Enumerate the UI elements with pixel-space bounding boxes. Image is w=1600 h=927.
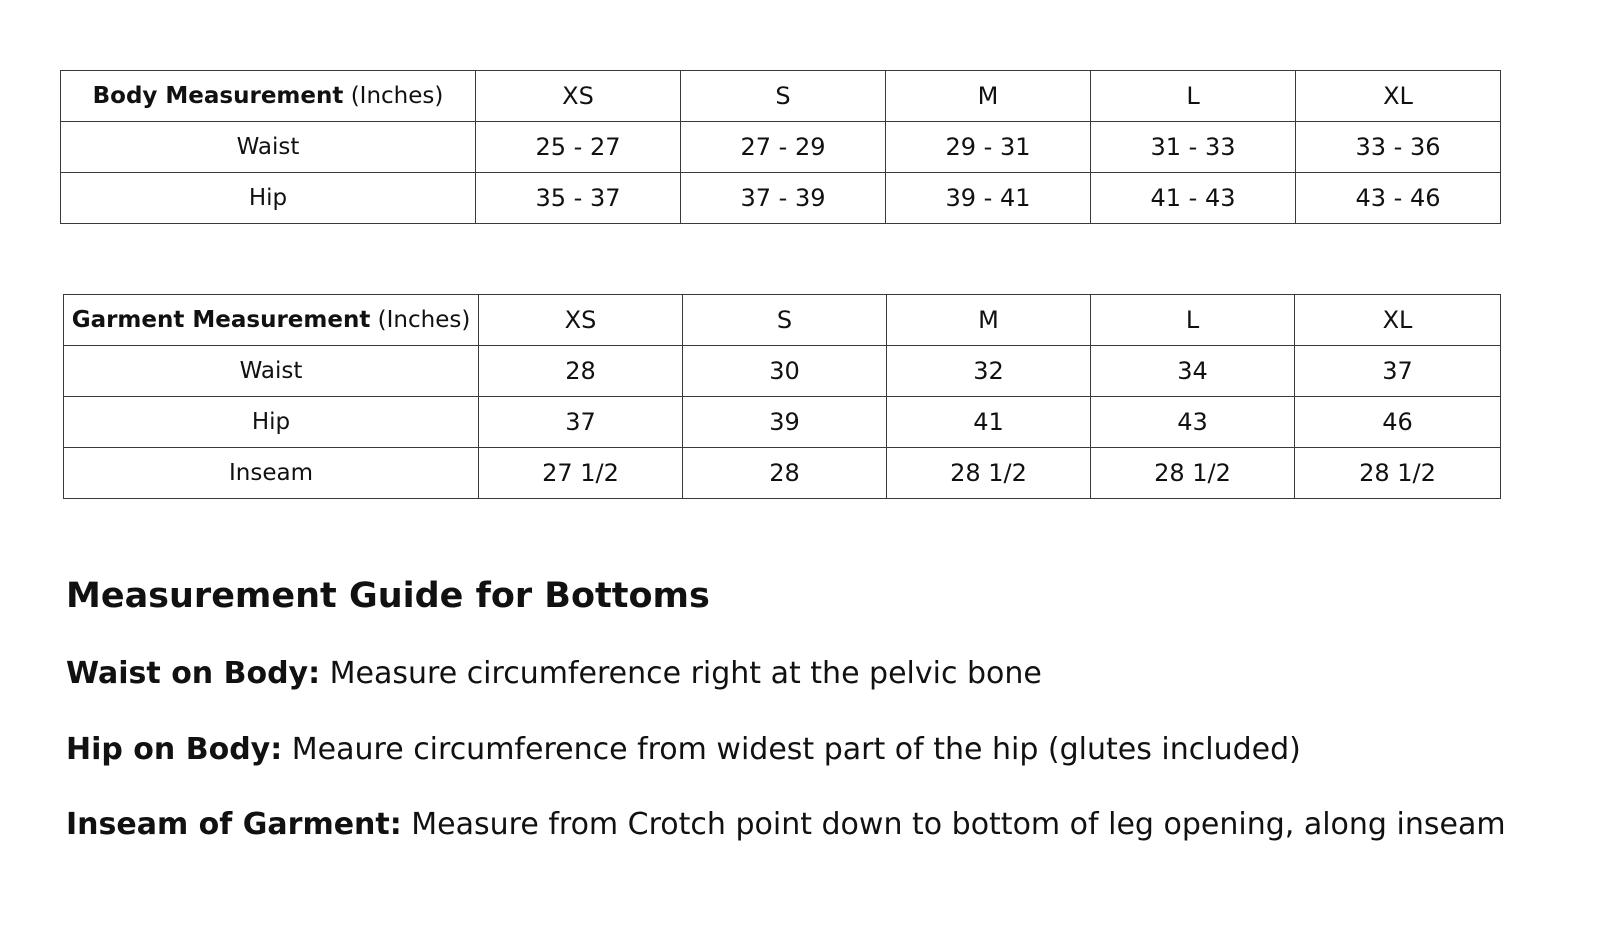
table-cell: 43 — [1091, 397, 1295, 448]
table-cell: 28 — [683, 448, 887, 499]
table-cell: 28 1/2 — [1091, 448, 1295, 499]
table-title-cell — [64, 295, 479, 346]
table-row-waist — [61, 122, 1501, 173]
guide-item-waist — [66, 656, 1042, 691]
size-header-xl: XL — [1295, 295, 1501, 346]
table-cell: 28 1/2 — [887, 448, 1091, 499]
size-header-l: L — [1091, 295, 1295, 346]
size-header-xl: XL — [1296, 71, 1501, 122]
table-cell: 43 - 46 — [1296, 173, 1501, 224]
row-label: Hip — [61, 173, 476, 224]
garment-measurement-table — [63, 294, 1501, 499]
size-header-s: S — [681, 71, 886, 122]
table-cell: 37 — [1295, 346, 1501, 397]
size-header-xs: XS — [479, 295, 683, 346]
guide-description: Measure from Crotch point down to bottom of leg opening, along inseam — [411, 807, 1506, 842]
table-row-hip — [64, 397, 1501, 448]
table-cell: 25 - 27 — [476, 122, 681, 173]
table-cell: 34 — [1091, 346, 1295, 397]
table-cell: 30 — [683, 346, 887, 397]
table-unit: (Inches) — [377, 307, 471, 333]
table-row-hip — [61, 173, 1501, 224]
table-cell: 46 — [1295, 397, 1501, 448]
table-cell: 37 — [479, 397, 683, 448]
table-cell: 31 - 33 — [1091, 122, 1296, 173]
table-cell: 29 - 31 — [886, 122, 1091, 173]
table-cell: 41 - 43 — [1091, 173, 1296, 224]
table-row-inseam — [64, 448, 1501, 499]
guide-term: Inseam of Garment: — [66, 807, 402, 842]
table-cell: 27 1/2 — [479, 448, 683, 499]
guide-item-hip — [66, 732, 1301, 767]
table-cell: 28 1/2 — [1295, 448, 1501, 499]
table-cell: 39 — [683, 397, 887, 448]
table-title: Garment Measurement — [71, 307, 371, 333]
guide-term: Hip on Body: — [66, 732, 283, 767]
row-label: Hip — [64, 397, 479, 448]
table-row-waist — [64, 346, 1501, 397]
size-header-s: S — [683, 295, 887, 346]
size-header-m: M — [886, 71, 1091, 122]
row-label: Inseam — [64, 448, 479, 499]
table-title-cell — [61, 71, 476, 122]
guide-description: Meaure circumference from widest part of the hip (glutes included) — [291, 732, 1301, 767]
table-unit: (Inches) — [350, 83, 444, 109]
guide-description: Measure circumference right at the pelvic bone — [329, 656, 1042, 691]
table-cell: 37 - 39 — [681, 173, 886, 224]
row-label: Waist — [61, 122, 476, 173]
size-header-xs: XS — [476, 71, 681, 122]
table-cell: 41 — [887, 397, 1091, 448]
size-header-l: L — [1091, 71, 1296, 122]
guide-item-inseam — [66, 807, 1506, 842]
guide-heading: Measurement Guide for Bottoms — [66, 576, 710, 616]
body-measurement-table — [60, 70, 1501, 224]
size-header-m: M — [887, 295, 1091, 346]
row-label: Waist — [64, 346, 479, 397]
table-cell: 35 - 37 — [476, 173, 681, 224]
table-cell: 32 — [887, 346, 1091, 397]
table-cell: 28 — [479, 346, 683, 397]
guide-term: Waist on Body: — [66, 656, 321, 691]
table-header-row — [64, 295, 1501, 346]
table-title: Body Measurement — [92, 83, 344, 109]
table-cell: 33 - 36 — [1296, 122, 1501, 173]
table-header-row — [61, 71, 1501, 122]
table-cell: 39 - 41 — [886, 173, 1091, 224]
table-cell: 27 - 29 — [681, 122, 886, 173]
